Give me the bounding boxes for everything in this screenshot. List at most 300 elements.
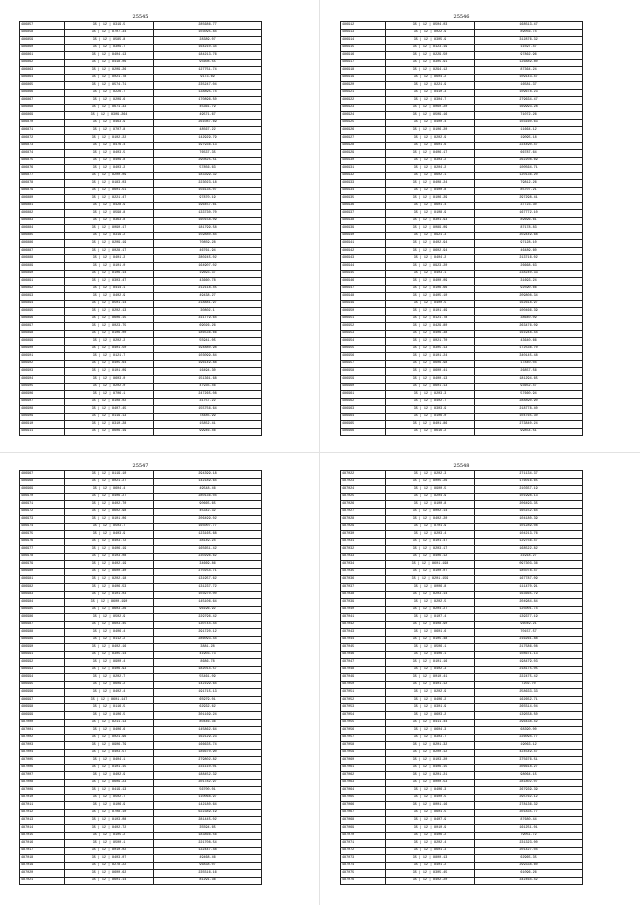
table-row	[20, 568, 262, 576]
record-code: 35 | 12 | 8226.7	[64, 89, 153, 97]
record-code: 35 | 12 | 8402.20	[385, 877, 474, 885]
record-amount: 70859.28	[154, 240, 262, 248]
table-row	[20, 742, 262, 750]
record-amount: 216261.88	[475, 636, 583, 644]
record-id: 486931	[341, 165, 386, 173]
record-id: 486861	[20, 52, 65, 60]
record-amount: 46489.60	[475, 247, 583, 255]
table-row	[20, 187, 262, 195]
record-amount: 224490.47	[475, 142, 583, 150]
table-row	[341, 840, 583, 848]
record-code: 35 | 12 | 8406.53	[64, 583, 153, 591]
record-id: 487013	[20, 817, 65, 825]
record-amount: 172536.70	[475, 345, 583, 353]
record-id: 487002	[20, 734, 65, 742]
record-amount: 183399.32	[154, 172, 262, 180]
record-id: 487064	[341, 787, 386, 795]
record-code: 35 | 12 | 8101.16	[385, 659, 474, 667]
record-id: 486878	[20, 180, 65, 188]
record-amount: 100564.71	[475, 165, 583, 173]
record-amount: 19063.12	[475, 742, 583, 750]
record-code: 35 | 12 | 8601.6	[385, 142, 474, 150]
table-row	[341, 862, 583, 870]
table-row	[20, 360, 262, 368]
table-row	[20, 210, 262, 218]
record-code: 35 | 12 | 8021.96	[64, 734, 153, 742]
record-amount: 71072.26	[475, 112, 583, 120]
table-row	[20, 561, 262, 569]
table-row	[341, 666, 583, 674]
record-code: 35 | 12 | 8211.13	[64, 719, 153, 727]
record-amount: 104213.76	[475, 531, 583, 539]
record-code: 35 | 12 | 8301.9	[385, 704, 474, 712]
record-amount: 111470.91	[475, 583, 583, 591]
record-code: 35 | 12 | 8609.2	[64, 681, 153, 689]
record-id: 487040	[341, 606, 386, 614]
record-id: 487019	[20, 862, 65, 870]
record-amount: 132447.48	[154, 847, 262, 855]
record-code: 35 | 12 | 8404.13	[64, 52, 153, 60]
record-amount: 17840.04	[475, 360, 583, 368]
record-id: 486964	[341, 413, 386, 421]
record-code: 35 | 12 | 8278.22	[64, 862, 153, 870]
record-id: 487021	[20, 877, 65, 885]
record-amount: 290825.51	[154, 157, 262, 165]
record-code: 35 | 12 | 8406.19	[64, 546, 153, 554]
record-code: 35 | 12 | 8601.14	[64, 877, 153, 885]
table-row	[341, 225, 583, 233]
table-row	[341, 787, 583, 795]
table-row	[341, 727, 583, 735]
table-row	[20, 323, 262, 331]
record-id: 487036	[341, 576, 386, 584]
table-row	[20, 383, 262, 391]
record-id: 486996	[20, 689, 65, 697]
table-row	[341, 674, 583, 682]
table-row	[20, 52, 262, 60]
record-amount: 81291.36	[154, 877, 262, 885]
record-amount: 291720.12	[154, 629, 262, 637]
record-code: 35 | 12 | 8603.0	[64, 375, 153, 383]
table-row	[341, 538, 583, 546]
record-id: 487011	[20, 802, 65, 810]
record-code: 35 | 12 | 8203.14	[385, 591, 474, 599]
record-id: 486900	[20, 345, 65, 353]
record-amount: 301169.24	[154, 712, 262, 720]
record-code: 35 | 12 | 8406.17	[385, 150, 474, 158]
record-id: 486979	[20, 561, 65, 569]
record-code: 35 | 12 | 8363.8	[64, 217, 153, 225]
record-amount: 43640.66	[475, 338, 583, 346]
record-amount: 139558.50	[475, 712, 583, 720]
table-row	[20, 82, 262, 90]
record-code: 35 | 12 | 8402.4	[64, 689, 153, 697]
table-row	[341, 89, 583, 97]
table-row	[341, 681, 583, 689]
table-row	[20, 270, 262, 278]
table-row	[341, 345, 583, 353]
table-row	[20, 591, 262, 599]
table-row	[341, 180, 583, 188]
table-row	[20, 255, 262, 263]
table-row	[341, 561, 583, 569]
record-id: 487042	[341, 621, 386, 629]
table-row	[341, 591, 583, 599]
record-id: 487048	[341, 666, 386, 674]
record-amount: 294399.18	[154, 471, 262, 479]
record-id: 486917	[341, 59, 386, 67]
table-row	[20, 772, 262, 780]
record-id: 486950	[341, 308, 386, 316]
record-id: 486914	[341, 37, 386, 45]
record-code: 35 | 12 | 8407.9	[385, 817, 474, 825]
record-id: 486941	[341, 240, 386, 248]
record-code: 35 | 12 | 8183.03	[64, 180, 153, 188]
record-id: 486894	[20, 300, 65, 308]
record-amount: 79812.26	[475, 180, 583, 188]
record-amount: 127751.74	[154, 67, 262, 75]
record-code: 35 | 12 | 8123.19	[385, 44, 474, 52]
record-amount: 26857.56	[475, 368, 583, 376]
record-amount: 45342.32	[154, 508, 262, 516]
record-code: 35 | 12 | 8021.78	[64, 74, 153, 82]
record-id: 486985	[20, 606, 65, 614]
record-amount: 98064.15	[475, 772, 583, 780]
record-code: 35 | 12 | 8202.5	[385, 599, 474, 607]
table-row	[341, 413, 583, 421]
record-amount: 142199.64	[154, 681, 262, 689]
record-amount: 37723.30	[475, 202, 583, 210]
table-row	[20, 689, 262, 697]
table-row	[20, 44, 262, 52]
record-code: 35 | 12 | 8503.7	[64, 523, 153, 531]
table-row	[341, 421, 583, 429]
table-row	[20, 278, 262, 286]
table-row	[20, 157, 262, 165]
record-amount: 89696.61	[475, 217, 583, 225]
table-row	[20, 142, 262, 150]
record-amount: 89056.74	[475, 29, 583, 37]
record-amount: 301835.77	[475, 809, 583, 817]
record-id: 487073	[341, 855, 386, 863]
record-amount: 218778.40	[475, 406, 583, 414]
table-row	[341, 97, 583, 105]
record-id: 486958	[341, 368, 386, 376]
table-row	[341, 368, 583, 376]
record-id: 487047	[341, 659, 386, 667]
record-code: 35 | 12 | 8103.20	[385, 757, 474, 765]
record-amount: 57856.63	[154, 165, 262, 173]
record-amount: 342464.42	[475, 877, 583, 885]
table-row	[20, 217, 262, 225]
record-amount: 306618.27	[475, 764, 583, 772]
record-code: 35 | 12 | 8229.50	[385, 52, 474, 60]
table-row	[341, 824, 583, 832]
record-code: 35 | 12 | 8204.27	[385, 606, 474, 614]
table-row	[20, 576, 262, 584]
record-code: 35 | 12 | 8406.3	[385, 787, 474, 795]
record-amount: 297298.41	[475, 195, 583, 203]
record-code: 35 | 12 | 8401.12	[385, 681, 474, 689]
record-id: 486921	[341, 89, 386, 97]
table-row	[20, 847, 262, 855]
record-code: 35 | 12 | 8601.5	[385, 809, 474, 817]
table-row	[20, 263, 262, 271]
record-code: 35 | 12 | 8402.20	[385, 516, 474, 524]
record-id: 487045	[341, 644, 386, 652]
record-code: 35 | 12 | 8401.2	[385, 862, 474, 870]
record-id: 486949	[341, 300, 386, 308]
record-code: 35 | 12 | 8400.09	[385, 278, 474, 286]
record-code: 35 | 12 | 8221.47	[64, 195, 153, 203]
record-amount: 185078.47	[475, 568, 583, 576]
record-id: 486868	[20, 104, 65, 112]
record-id: 486928	[341, 142, 386, 150]
record-id: 486906	[20, 391, 65, 399]
record-code: 35 | 12 | 8410.3	[385, 89, 474, 97]
record-amount: 170896.50	[154, 97, 262, 105]
record-id: 487051	[341, 689, 386, 697]
record-id: 486995	[20, 681, 65, 689]
record-id: 486976	[20, 538, 65, 546]
record-id: 487062	[341, 772, 386, 780]
record-amount: 186536.66	[154, 330, 262, 338]
record-id: 486978	[20, 553, 65, 561]
record-code: 35 | 12 | 8600.41	[385, 368, 474, 376]
record-code: 35 | 12 | 8900.5	[385, 486, 474, 494]
table-row	[20, 37, 262, 45]
record-amount: 286093.44	[154, 636, 262, 644]
table-row	[341, 383, 583, 391]
table-row	[20, 674, 262, 682]
record-amount: 197936.13	[154, 142, 262, 150]
table-row	[20, 127, 262, 135]
record-amount: 19095.18	[475, 134, 583, 142]
record-amount: 235247.04	[154, 82, 262, 90]
record-amount: 210357.19	[475, 486, 583, 494]
table-row	[20, 172, 262, 180]
record-amount: 61096.26	[475, 870, 583, 878]
table-row	[20, 308, 262, 316]
record-amount: 87680.44	[475, 817, 583, 825]
table-row	[20, 538, 262, 546]
record-amount: 281445.02	[154, 817, 262, 825]
record-amount: 55461.09	[154, 674, 262, 682]
page-title: 25547	[132, 463, 149, 469]
record-code: 35 | 12 | 8102.22	[64, 134, 153, 142]
record-amount: 3881.28	[154, 644, 262, 652]
record-id: 486965	[341, 421, 386, 429]
record-id: 486925	[341, 119, 386, 127]
record-code: 35 | 12 | 8601.6	[385, 629, 474, 637]
table-row	[341, 809, 583, 817]
record-id: 486886	[20, 240, 65, 248]
table-row	[20, 855, 262, 863]
record-id: 486971	[20, 501, 65, 509]
table-row	[20, 74, 262, 82]
record-id: 486967	[20, 471, 65, 479]
record-code: 35 | 12 | 8309.7	[64, 44, 153, 52]
record-id: 486899	[20, 338, 65, 346]
record-amount: 96049.21	[475, 621, 583, 629]
record-id: 486904	[20, 375, 65, 383]
table-row	[20, 315, 262, 323]
record-id: 487005	[20, 757, 65, 765]
record-id: 487041	[341, 614, 386, 622]
record-id: 486993	[20, 666, 65, 674]
record-code: 35 | 12 | 8402.72	[64, 824, 153, 832]
table-row	[341, 202, 583, 210]
record-id: 486858	[20, 29, 65, 37]
table-row	[20, 757, 262, 765]
record-amount: 139377.19	[475, 614, 583, 622]
record-code: 35 | 12 | 8429.80	[385, 323, 474, 331]
record-id: 487066	[341, 802, 386, 810]
record-id: 486954	[341, 338, 386, 346]
record-code: 35 | 12 | 8021.70	[385, 338, 474, 346]
table-row	[341, 629, 583, 637]
record-code: 35 | 12 | 8606.15	[64, 315, 153, 323]
record-id: 487044	[341, 636, 386, 644]
record-code: 35 | 12 | 8401.2	[64, 255, 153, 263]
record-id: 487039	[341, 599, 386, 607]
record-id: 487058	[341, 742, 386, 750]
record-amount: 097303.36	[475, 561, 583, 569]
record-code: 35 | 12 | 8602.98	[64, 508, 153, 516]
record-amount: 99854.51	[475, 428, 583, 436]
record-code: 35 | 12 | 8409.8	[64, 157, 153, 165]
record-amount: 270254.71	[154, 568, 262, 576]
record-code: 35 | 12 | 8106.0	[385, 413, 474, 421]
record-code: 35 | 12 | 8116.5	[64, 704, 153, 712]
record-code: 35 | 12 | 8023.75	[64, 323, 153, 331]
record-amount: 230296.62	[154, 553, 262, 561]
record-code: 35 | 12 | 8400.8	[385, 187, 474, 195]
record-code: 35 | 12 | 8708.10	[64, 809, 153, 817]
record-code: 35 | 12 | 8601.147	[64, 696, 153, 704]
record-code: 35 | 12 | 8598.8	[64, 210, 153, 218]
table-row	[20, 240, 262, 248]
record-code: 35 | 12 | 8923.20	[385, 263, 474, 271]
record-amount: 8686.78	[154, 659, 262, 667]
record-id: 487069	[341, 824, 386, 832]
table-row	[341, 157, 583, 165]
record-code: 35 | 12 | 8707.8	[64, 127, 153, 135]
table-row	[341, 651, 583, 659]
table-row	[341, 127, 583, 135]
record-code: 35 | 12 | 8402.94	[385, 240, 474, 248]
record-id: 486888	[20, 255, 65, 263]
record-amount: 15852.41	[154, 421, 262, 429]
record-amount: 109678.23	[475, 89, 583, 97]
record-amount: 218881.97	[154, 300, 262, 308]
record-code: 35 | 12 | 8310.28	[64, 421, 153, 429]
record-id: 487056	[341, 727, 386, 735]
record-id: 486922	[341, 97, 386, 105]
record-code: 35 | 12 | 8602.1	[385, 172, 474, 180]
record-id: 486963	[341, 406, 386, 414]
record-amount: 103095.84	[154, 29, 262, 37]
record-id: 487027	[341, 508, 386, 516]
record-id: 486935	[341, 195, 386, 203]
record-code: 35 | 12 | 8405.64	[64, 360, 153, 368]
ledger-table	[340, 21, 583, 436]
table-row	[20, 89, 262, 97]
record-amount: 267939.39	[475, 787, 583, 795]
record-id: 486945	[341, 270, 386, 278]
table-row	[20, 22, 262, 30]
record-code: 35 | 12 | 8301.93	[385, 217, 474, 225]
record-code: 35 | 12 | 8800.13	[385, 855, 474, 863]
record-amount: 35594.65	[154, 824, 262, 832]
table-row	[341, 516, 583, 524]
table-row	[20, 406, 262, 414]
record-id: 486924	[341, 112, 386, 120]
record-id: 487000	[20, 719, 65, 727]
table-row	[341, 606, 583, 614]
record-amount: 340145.48	[475, 353, 583, 361]
record-id: 486999	[20, 712, 65, 720]
table-row	[341, 172, 583, 180]
table-row	[341, 278, 583, 286]
record-id: 486939	[341, 225, 386, 233]
record-amount: 49548.46	[154, 486, 262, 494]
record-code: 35 | 12 | 8203.4	[385, 531, 474, 539]
record-amount: 70157.57	[475, 629, 583, 637]
table-row	[20, 644, 262, 652]
record-code: 35 | 12 | 8305.13	[385, 345, 474, 353]
record-code: 35 | 12 | 8010.02	[64, 847, 153, 855]
record-code: 35 | 12 | 8101.03	[64, 591, 153, 599]
record-amount: 85707.21	[475, 187, 583, 195]
record-id: 486860	[20, 44, 65, 52]
record-code: 35 | 12 | 8921.3	[385, 232, 474, 240]
record-code: 35 | 12 | 8303.7	[385, 734, 474, 742]
record-code: 35 | 12 | 8060.20	[385, 104, 474, 112]
record-amount: 38149.24	[154, 538, 262, 546]
record-id: 486952	[341, 323, 386, 331]
record-code: 35 | 12 | 8408.90	[385, 621, 474, 629]
record-code: 35 | 12 | 8101.49	[385, 308, 474, 316]
record-amount: 16494.30	[154, 368, 262, 376]
record-amount: 101289.08	[475, 523, 583, 531]
table-row	[341, 508, 583, 516]
record-amount: 218175.05	[475, 666, 583, 674]
record-id: 487060	[341, 757, 386, 765]
table-row	[20, 666, 262, 674]
record-id: 486968	[20, 478, 65, 486]
record-amount: 125001.74	[475, 606, 583, 614]
record-id: 487063	[341, 779, 386, 787]
table-row	[20, 195, 262, 203]
record-id: 487012	[20, 809, 65, 817]
record-amount: 76537.35	[154, 150, 262, 158]
record-code: 35 | 12 | 8604.3	[385, 727, 474, 735]
record-amount: 247265.08	[154, 391, 262, 399]
record-amount: 163665.79	[475, 591, 583, 599]
record-id: 486944	[341, 263, 386, 271]
record-code: 35 | 12 | 8108.9	[385, 210, 474, 218]
record-id: 486898	[20, 330, 65, 338]
table-row	[341, 29, 583, 37]
record-id: 486998	[20, 704, 65, 712]
table-row	[20, 621, 262, 629]
record-id: 487028	[341, 516, 386, 524]
record-code: 35 | 12 | 8706.1	[64, 391, 153, 399]
record-code: 35 | 12 | 8600.190	[64, 599, 153, 607]
record-id: 486902	[20, 360, 65, 368]
record-id: 486926	[341, 127, 386, 135]
